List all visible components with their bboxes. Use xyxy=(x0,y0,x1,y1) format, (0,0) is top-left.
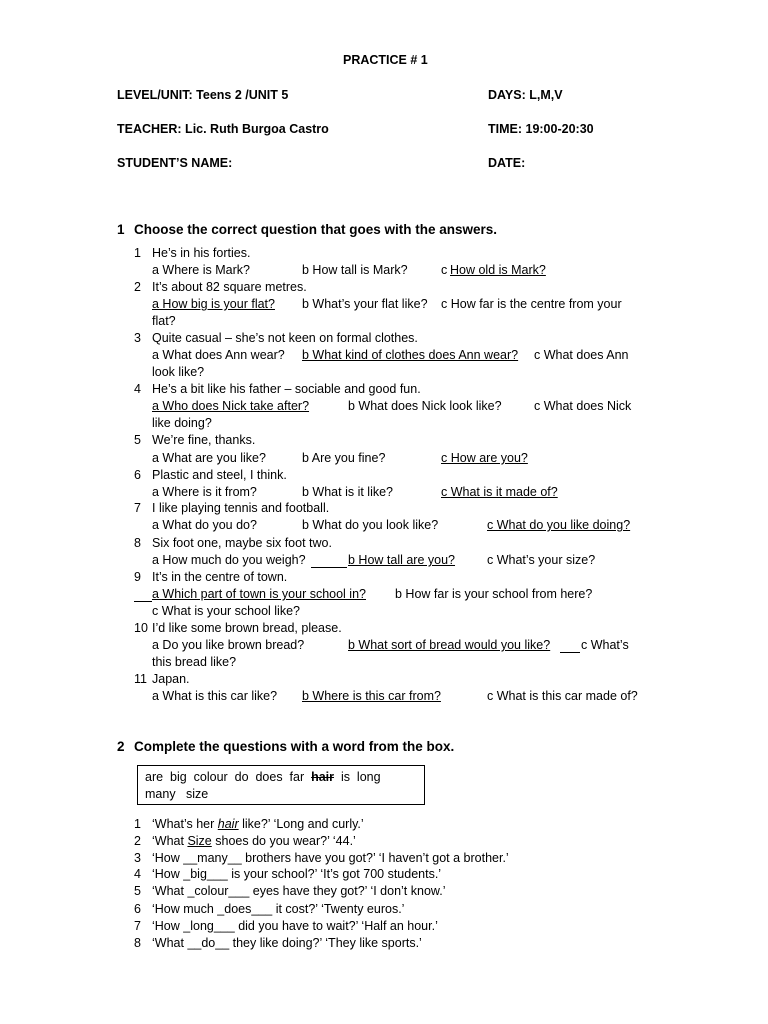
question-text: is your school?’ ‘It’s got 700 students.’ xyxy=(227,867,442,881)
item-number: 11 xyxy=(134,672,147,686)
item-number: 5 xyxy=(134,433,141,447)
fill-in-question xyxy=(152,866,441,882)
teacher: TEACHER: Lic. Ruth Burgoa Castro xyxy=(117,122,329,136)
question-text: did you have to wait?’ ‘Half an hour.’ xyxy=(234,919,438,933)
option-c: c What is this car made of? xyxy=(487,689,638,703)
question-text: ‘How much xyxy=(152,902,218,916)
answer-text: _long___ xyxy=(183,919,235,933)
word-box-words: is long xyxy=(334,770,381,784)
option-a: a How big is your flat? xyxy=(152,297,275,311)
word-box-line-2: many size xyxy=(145,787,209,801)
option-a: a What are you like? xyxy=(152,451,266,465)
option-a: a How much do you weigh? xyxy=(152,553,306,567)
question-text: ‘How xyxy=(152,867,184,881)
answer-text: hair xyxy=(217,817,239,831)
fill-in-question xyxy=(152,816,364,832)
word-box-used-word: hair xyxy=(311,770,335,784)
student-name-label: STUDENT’S NAME: xyxy=(117,156,233,170)
option-b: b What do you look like? xyxy=(302,518,439,532)
option-continuation: like doing? xyxy=(152,416,212,430)
item-number: 7 xyxy=(134,919,141,933)
option-a: a Where is it from? xyxy=(152,485,257,499)
option-a: a Do you like brown bread? xyxy=(152,638,305,652)
item-number: 8 xyxy=(134,536,141,550)
answer-text: __many__ xyxy=(183,851,242,865)
option-a: a Which part of town is your school in? xyxy=(152,587,366,601)
option-a: a Who does Nick take after? xyxy=(152,399,310,413)
fill-in-question xyxy=(152,901,404,917)
option-a: a Where is Mark? xyxy=(152,263,250,277)
section-2-heading: Complete the questions with a word from the box. xyxy=(134,739,455,754)
option-c: c What’s your size? xyxy=(487,553,596,567)
days: DAYS: L,M,V xyxy=(488,88,563,102)
item-prompt: Japan. xyxy=(152,672,190,686)
item-number: 8 xyxy=(134,936,141,950)
item-prompt: It’s about 82 square metres. xyxy=(152,280,307,294)
option-c: c What does Ann xyxy=(534,348,629,362)
time: TIME: 19:00-20:30 xyxy=(488,122,594,136)
fill-in-question xyxy=(152,850,509,866)
option-b: b What is it like? xyxy=(302,485,394,499)
option-b: b How tall are you? xyxy=(348,553,456,567)
option-continuation: flat? xyxy=(152,314,176,328)
item-prompt: He’s in his forties. xyxy=(152,246,251,260)
option-a: a What do you do? xyxy=(152,518,257,532)
option-continuation: this bread like? xyxy=(152,655,237,669)
level-unit: LEVEL/UNIT: Teens 2 /UNIT 5 xyxy=(117,88,289,102)
option-c: c How far is the centre from your xyxy=(441,297,622,311)
option-b: b What kind of clothes does Ann wear? xyxy=(302,348,519,362)
question-text: ‘How xyxy=(152,851,184,865)
question-text: eyes have they got?’ ‘I don’t know.’ xyxy=(249,884,446,898)
item-number: 6 xyxy=(134,902,141,916)
answer-text: Size xyxy=(187,834,212,848)
item-number: 10 xyxy=(134,621,148,635)
item-number: 5 xyxy=(134,884,141,898)
section-1-number: 1 xyxy=(117,222,125,237)
question-text: brothers have you got?’ ‘I haven’t got a brother.’ xyxy=(241,851,509,865)
option-b: b How tall is Mark? xyxy=(302,263,408,277)
option-a: a What does Ann wear? xyxy=(152,348,285,362)
item-prompt: We’re fine, thanks. xyxy=(152,433,256,447)
option-b: b Where is this car from? xyxy=(302,689,441,703)
date-label: DATE: xyxy=(488,156,526,170)
question-text: ‘What xyxy=(152,936,188,950)
item-number: 1 xyxy=(134,817,141,831)
option-c: c What do you like doing? xyxy=(487,518,631,532)
option-c: c How are you? xyxy=(441,451,528,465)
option-c: c What is it made of? xyxy=(441,485,558,499)
option-a: a What is this car like? xyxy=(152,689,278,703)
option-b: b What does Nick look like? xyxy=(348,399,502,413)
question-text: ‘What’s her xyxy=(152,817,218,831)
fill-in-question xyxy=(152,918,438,934)
item-prompt: He’s a bit like his father – sociable and good fun. xyxy=(152,382,421,396)
fill-in-question xyxy=(152,883,445,899)
answer-text: __do__ xyxy=(187,936,230,950)
answer-text: _does___ xyxy=(217,902,273,916)
question-text: like?’ ‘Long and curly.’ xyxy=(238,817,364,831)
item-number: 6 xyxy=(134,468,141,482)
item-number: 3 xyxy=(134,331,141,345)
item-prompt: Plastic and steel, I think. xyxy=(152,468,287,482)
question-text: ‘What xyxy=(152,884,188,898)
fill-in-question xyxy=(152,833,356,849)
option-b: b Are you fine? xyxy=(302,451,386,465)
item-prompt: I’d like some brown bread, please. xyxy=(152,621,342,635)
answer-blank-line xyxy=(396,484,441,500)
answer-blank-line xyxy=(134,586,152,602)
option-continuation: look like? xyxy=(152,365,205,379)
option-b: b What sort of bread would you like? xyxy=(348,638,551,652)
option-c-prefix: c xyxy=(441,263,448,277)
word-box-words: are big colour do does far xyxy=(145,770,312,784)
option-c: c What does Nick xyxy=(534,399,632,413)
item-number: 4 xyxy=(134,382,141,396)
item-number: 9 xyxy=(134,570,141,584)
option-b: b What’s your flat like? xyxy=(302,297,428,311)
answer-blank-line xyxy=(311,552,347,568)
word-box-line-1 xyxy=(145,769,381,785)
section-1-heading: Choose the correct question that goes with the answers. xyxy=(134,222,498,237)
item-number: 2 xyxy=(134,834,141,848)
answer-blank-line xyxy=(560,637,580,653)
question-text: it cost?’ ‘Twenty euros.’ xyxy=(272,902,405,916)
item-number: 2 xyxy=(134,280,141,294)
fill-in-question xyxy=(152,935,422,951)
option-c: c What is your school like? xyxy=(152,604,300,618)
question-text: they like doing?’ ‘They like sports.’ xyxy=(229,936,422,950)
page-title: PRACTICE # 1 xyxy=(343,53,428,67)
item-prompt: I like playing tennis and football. xyxy=(152,501,330,515)
item-number: 3 xyxy=(134,851,141,865)
item-number: 7 xyxy=(134,501,141,515)
option-c: How old is Mark? xyxy=(450,263,546,277)
question-text: ‘What xyxy=(152,834,188,848)
section-2-number: 2 xyxy=(117,739,125,754)
item-prompt: It’s in the centre of town. xyxy=(152,570,288,584)
question-text: shoes do you wear?’ ‘44.’ xyxy=(211,834,356,848)
option-b: b How far is your school from here? xyxy=(395,587,593,601)
item-number: 1 xyxy=(134,246,141,260)
question-text: ‘How xyxy=(152,919,184,933)
item-prompt: Quite casual – she’s not keen on formal clothes. xyxy=(152,331,418,345)
option-c: c What’s xyxy=(581,638,629,652)
answer-text: _big___ xyxy=(183,867,228,881)
item-number: 4 xyxy=(134,867,141,881)
item-prompt: Six foot one, maybe six foot two. xyxy=(152,536,332,550)
answer-text: _colour___ xyxy=(187,884,250,898)
